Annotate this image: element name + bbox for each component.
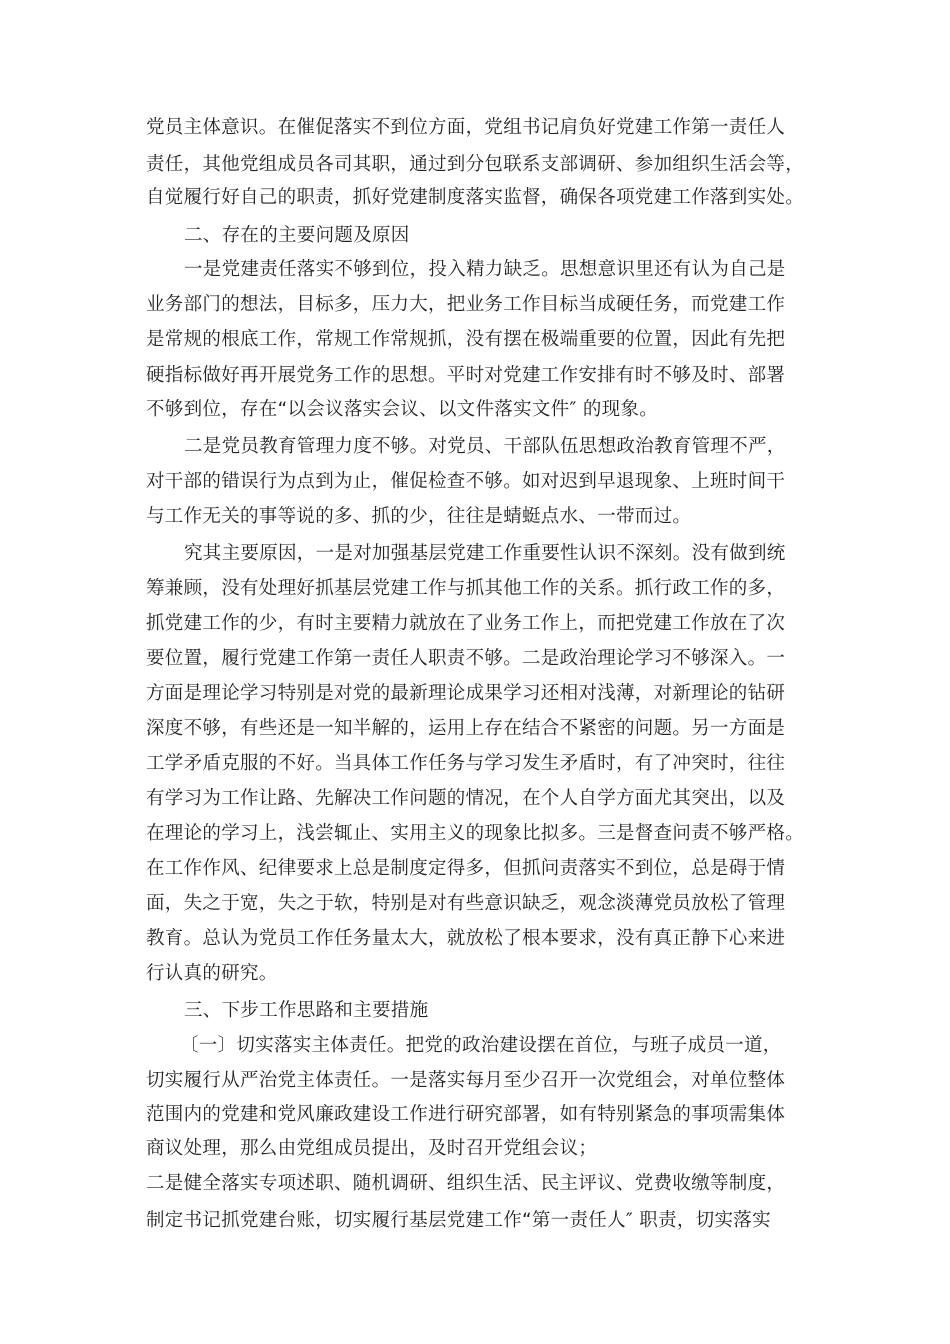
- text-line: 不够到位，存在“以会议落实会议、以文件落实文件″ 的现象。: [146, 399, 659, 420]
- text-line: 二是党员教育管理力度不够。对党员、干部队伍思想政治教育管理不严，: [184, 436, 786, 457]
- text-line: 工学矛盾克服的不好。当具体工作任务与学习发生矛盾时，有了冲突时，往往: [146, 753, 786, 774]
- text-line: 业务部门的想法，目标多，压力大，把业务工作目标当成硬任务，而党建工作: [146, 294, 786, 315]
- text-line: 究其主要原因，一是对加强基层党建工作重要性认识不深刻。没有做到统: [184, 543, 786, 564]
- text-line: 责任，其他党组成员各司其职，通过到分包联系支部调研、参加组织生活会等，: [146, 154, 805, 175]
- text-line: 是常规的根底工作，常规工作常规抓，没有摆在极端重要的位置，因此有先把: [146, 329, 786, 350]
- text-line: 一是党建责任落实不够到位，投入精力缺乏。思想意识里还有认为自己是: [184, 259, 786, 280]
- text-line: 切实履行从严治党主体责任。一是落实每月至少召开一次党组会，对单位整体: [146, 1070, 786, 1091]
- text-line: 制定书记抓党建台账，切实履行基层党建工作“第一责任人″ 职责，切实落实: [146, 1210, 771, 1231]
- text-line: 有学习为工作让路、先解决工作问题的情况，在个人自学方面尤其突出，以及: [146, 788, 786, 809]
- text-line: 与工作无关的事等说的多、抓的少，往往是蜻蜓点水、一带而过。: [146, 506, 692, 527]
- section-heading: 二、存在的主要问题及原因: [184, 225, 410, 246]
- text-line: 范围内的党建和党风廉政建设工作进行研究部署，如有特别紧急的事项需集体: [146, 1104, 786, 1125]
- text-line: 教育。总认为党员工作任务量太大，就放松了根本要求，没有真正静下心来进: [146, 928, 786, 949]
- text-line: 硬指标做好再开展党务工作的思想。平时对党建工作安排有时不够及时、部署: [146, 365, 786, 386]
- section-heading: 三、下步工作思路和主要措施: [184, 1000, 429, 1021]
- text-line: 面，失之于宽，失之于软，特别是对有些意识缺乏，观念淡薄党员放松了管理: [146, 893, 786, 914]
- text-line: 对干部的错误行为点到为止，催促检查不够。如对迟到早退现象、上班时间干: [146, 471, 786, 492]
- text-line: 二是健全落实专项述职、随机调研、组织生活、民主评议、党费收缴等制度，: [146, 1173, 786, 1194]
- text-line: 在理论的学习上，浅尝辄止、实用主义的现象比拟多。三是督查问责不够严格。: [146, 823, 805, 844]
- text-line: 商议处理，那么由党组成员提出，及时召开党组会议；: [146, 1138, 598, 1159]
- text-line: 要位置，履行党建工作第一责任人职责不够。二是政治理论学习不够深入。一: [146, 648, 786, 669]
- text-line: 党员主体意识。在催促落实不到位方面，党组书记肩负好党建工作第一责任人: [146, 117, 786, 138]
- text-line: 筹兼顾，没有处理好抓基层党建工作与抓其他工作的关系。抓行政工作的多，: [146, 578, 786, 599]
- text-line: 在工作作风、纪律要求上总是制度定得多，但抓问责落实不到位，总是碍于情: [146, 858, 786, 879]
- text-line: 行认真的研究。: [146, 963, 278, 984]
- text-line: 抓党建工作的少，有时主要精力就放在了业务工作上，而把党建工作放在了次: [146, 613, 786, 634]
- text-line: 〔一〕切实落实主体责任。把党的政治建设摆在首位，与班子成员一道，: [180, 1035, 782, 1056]
- text-line: 方面是理论学习特别是对党的最新理论成果学习还相对浅薄，对新理论的钻研: [146, 683, 786, 704]
- text-line: 深度不够，有些还是一知半解的，运用上存在结合不紧密的问题。另一方面是: [146, 718, 786, 739]
- text-line: 自觉履行好自己的职责，抓好党建制度落实监督，确保各项党建工作落到实处。: [146, 187, 805, 208]
